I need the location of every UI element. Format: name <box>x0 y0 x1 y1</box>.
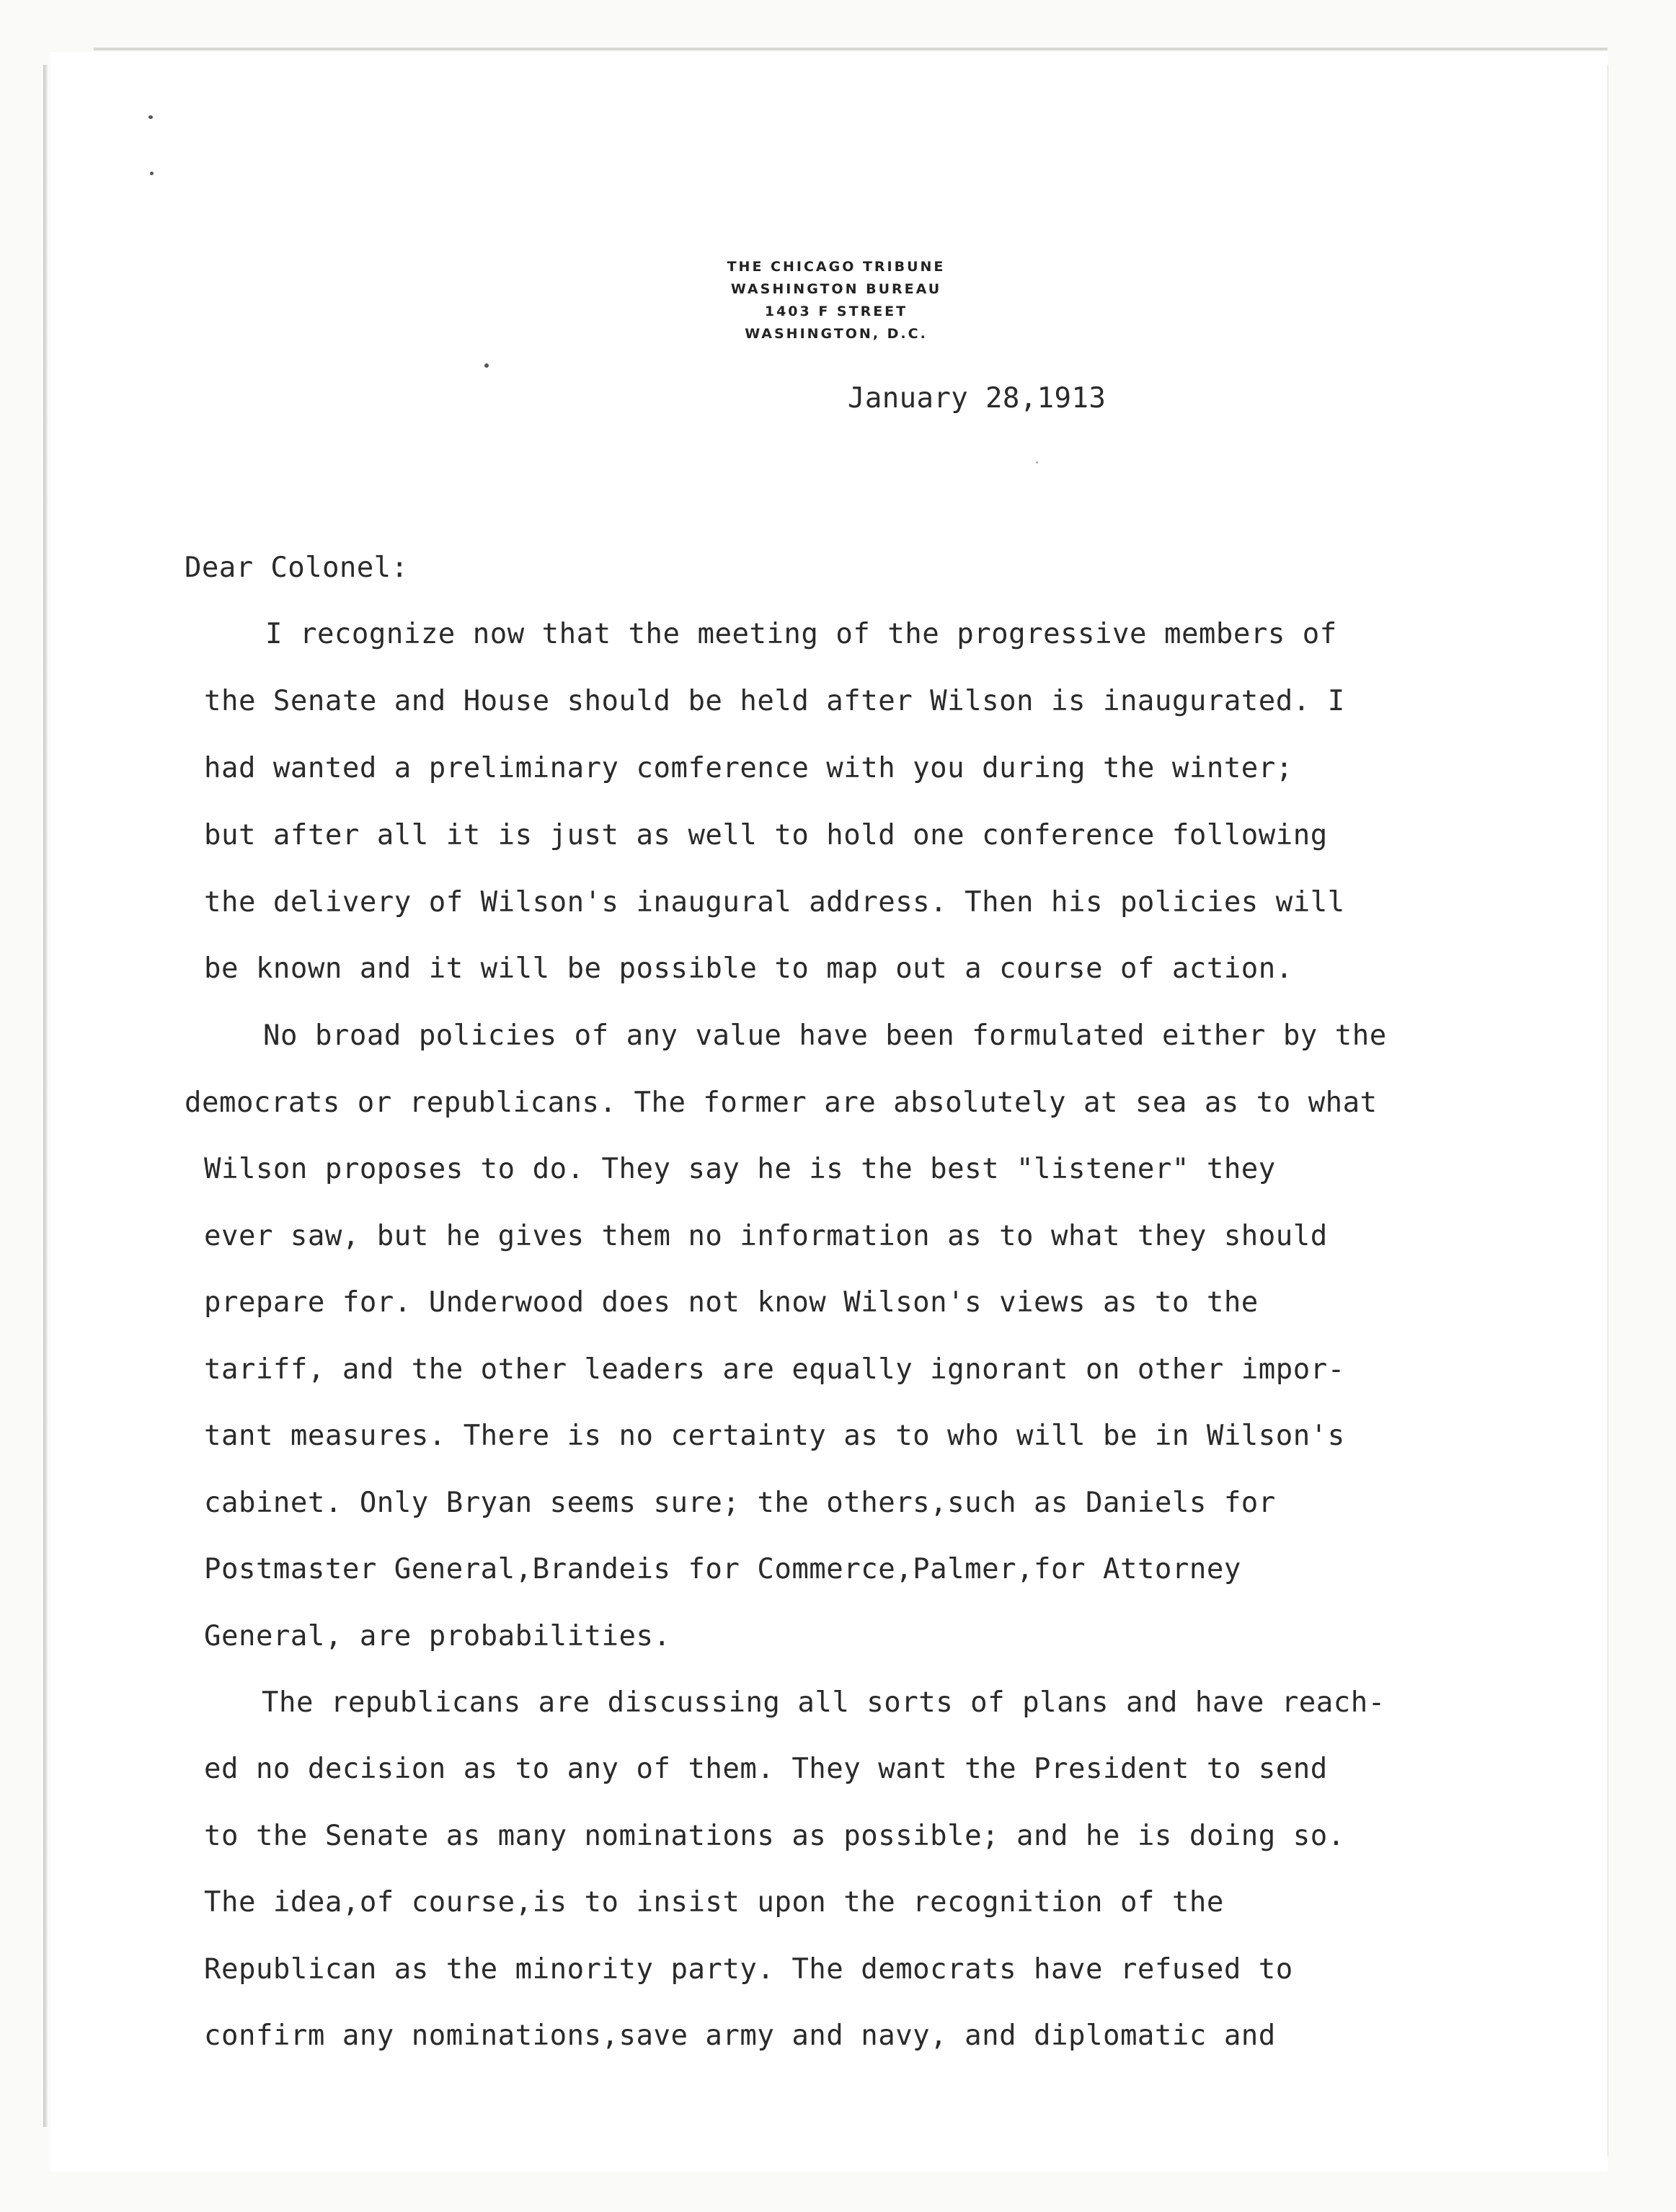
body-line: to the Senate as many nominations as possible; and he is doing so. <box>204 1820 1345 1852</box>
body-line: Republican as the minority party. The democrats have refused to <box>204 1953 1293 1986</box>
body-line: No broad policies of any value have been formulated either by the <box>263 1019 1387 1052</box>
body-line: confirm any nominations,save army and navy, and diplomatic and <box>204 2019 1276 2052</box>
body-line: the Senate and House should be held after Wilson is inaugurated. I <box>204 685 1345 717</box>
body-line: be known and it will be possible to map out a course of action. <box>204 952 1293 985</box>
scan-speck <box>148 115 153 119</box>
body-line: ever saw, but he gives them no information as to what they should <box>204 1220 1328 1252</box>
scan-speck <box>484 363 489 368</box>
letterhead-newspaper: THE CHICAGO TRIBUNE <box>727 259 946 275</box>
body-line: Postmaster General,Brandeis for Commerce,Palmer,for Attorney <box>204 1553 1241 1585</box>
letterhead-bureau: WASHINGTON BUREAU <box>730 281 942 297</box>
body-line: I recognize now that the meeting of the progressive members of <box>265 618 1337 650</box>
scan-speck <box>1036 461 1038 464</box>
body-line: ed no decision as to any of them. They want the President to send <box>204 1753 1328 1785</box>
body-line: the delivery of Wilson's inaugural address. Then his policies will <box>204 886 1345 919</box>
body-line: prepare for. Underwood does not know Wilson's views as to the <box>204 1286 1259 1319</box>
body-line: tant measures. There is no certainty as to who will be in Wilson's <box>204 1420 1345 1452</box>
body-line: The idea,of course,is to insist upon the recognition of the <box>204 1886 1224 1919</box>
letterhead <box>649 256 1024 345</box>
salutation: Dear Colonel: <box>185 552 409 584</box>
letter-date: January 28,1913 <box>848 382 1107 415</box>
letterhead-city: WASHINGTON, D.C. <box>745 326 928 342</box>
scan-speck <box>150 172 154 175</box>
body-line: tariff, and the other leaders are equally ignorant on other impor- <box>204 1353 1345 1386</box>
body-line: Wilson proposes to do. They say he is the best "listener" they <box>204 1153 1276 1185</box>
body-line: but after all it is just as well to hold one conference following <box>204 819 1328 851</box>
letterhead-street: 1403 F STREET <box>764 304 908 319</box>
body-line: General, are probabilities. <box>204 1620 671 1653</box>
body-line: The republicans are discussing all sorts of plans and have reach- <box>262 1686 1385 1719</box>
body-line: cabinet. Only Bryan seems sure; the others,such as Daniels for <box>204 1487 1276 1519</box>
body-line: had wanted a preliminary comference with you during the winter; <box>204 752 1293 784</box>
paper-top-edge <box>94 48 1608 50</box>
body-line: democrats or republicans. The former are absolutely at sea as to what <box>185 1087 1378 1119</box>
paper-left-edge <box>43 65 48 2127</box>
